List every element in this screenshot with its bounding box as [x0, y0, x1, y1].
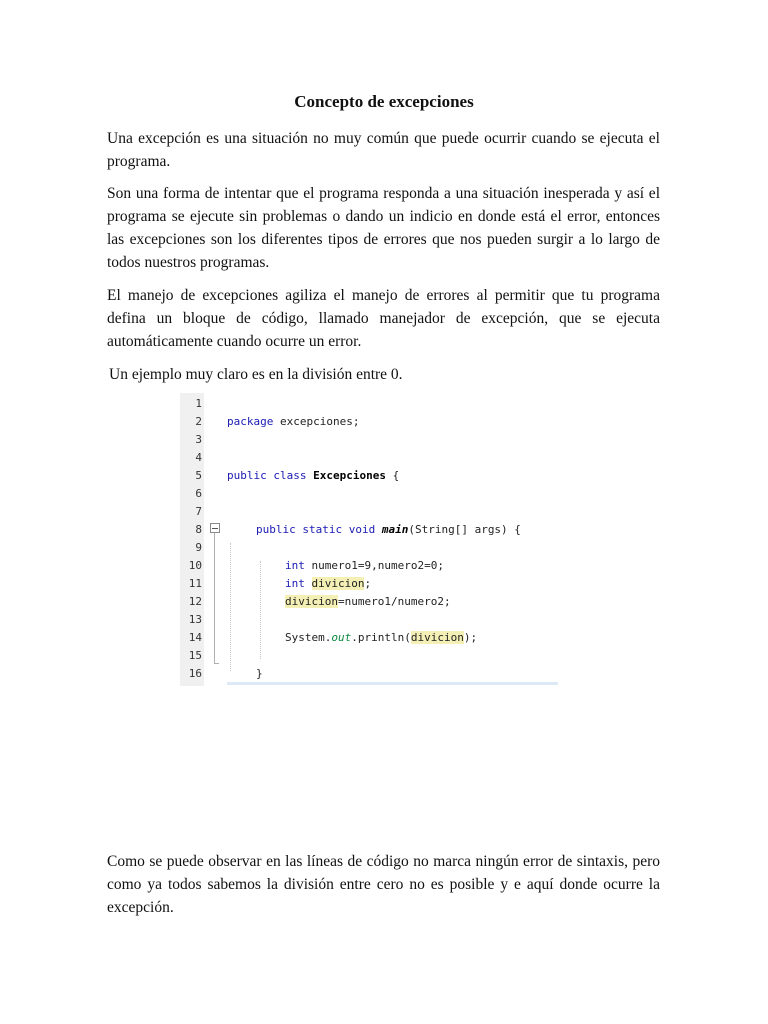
code-text: (String[] args) { [408, 523, 521, 536]
code-keyword: public static void [256, 523, 376, 536]
line-number: 4 [195, 451, 202, 464]
code-text: } [256, 667, 263, 680]
line-number: 11 [188, 577, 202, 590]
editor-bottom-edge [227, 682, 558, 685]
line-number: 2 [195, 415, 202, 428]
code-line-16 [256, 665, 263, 683]
code-text: excepciones; [273, 415, 360, 428]
code-highlighted-variable: divicion [285, 595, 338, 608]
line-number: 15 [188, 649, 202, 662]
paragraph-definition: Una excepción es una situación no muy común que puede ocurrir cuando se ejecuta el programa. [107, 130, 660, 170]
code-text [375, 523, 382, 536]
code-keyword: int [285, 577, 305, 590]
paragraph-conclusion: Como se puede observar en las líneas de código no marca ningún error de sintaxis, pero como ya todos sabemos la división entre cero no es posible y e aquí donde ocurre la excepción. [107, 853, 660, 916]
code-line-5 [227, 467, 399, 485]
line-number: 16 [188, 667, 202, 680]
code-class-name: Excepciones [313, 469, 386, 482]
line-number-gutter [180, 393, 205, 686]
code-line-2 [227, 413, 359, 431]
paragraph-example-intro: Un ejemplo muy claro es en la división entre 0. [109, 366, 403, 383]
indent-guide [260, 561, 261, 659]
code-text: =numero1/numero2; [337, 595, 451, 608]
code-line-10 [285, 557, 444, 575]
fold-guide-line [214, 533, 215, 663]
indent-guide [230, 543, 231, 671]
line-number: 3 [195, 433, 202, 446]
document-title: Concepto de excepciones [294, 92, 474, 111]
code-text: System. [285, 631, 332, 644]
code-text [305, 577, 312, 590]
line-number: 12 [188, 595, 202, 608]
code-text: ; [364, 577, 372, 590]
line-number: 8 [195, 523, 202, 536]
code-static-field: out [331, 631, 352, 644]
collapse-icon[interactable] [210, 523, 220, 533]
line-number: 1 [195, 397, 202, 410]
code-line-14 [285, 629, 477, 647]
paragraph-purpose: Son una forma de intentar que el programa responda a una situación inesperada y así el programa se ejecute sin problemas o dando un indicio en donde está el error, entonces las excepciones son los diferentes tipos de errores que nos pueden surgir a lo largo de todos nuestros programas. [107, 185, 660, 271]
code-keyword: int [285, 559, 305, 572]
fold-column [204, 393, 220, 686]
line-number: 5 [195, 469, 202, 482]
code-highlighted-variable: divicion [410, 631, 464, 644]
code-line-8 [256, 521, 521, 539]
code-text: numero1=9,numero2=0; [304, 559, 444, 572]
code-keyword: public class [227, 469, 307, 482]
line-number: 9 [195, 541, 202, 554]
code-text: ); [463, 631, 478, 644]
paragraph-handling: El manejo de excepciones agiliza el manejo de errores al permitir que tu programa defina un bloque de código, llamado manejador de excepción, que se ejecuta automáticamente cuando ocurre un error. [107, 287, 660, 350]
line-number: 6 [195, 487, 202, 500]
code-keyword: package [227, 415, 274, 428]
code-method-name: main [381, 523, 409, 536]
line-number: 7 [195, 505, 202, 518]
code-highlighted-variable: divicion [311, 577, 365, 590]
code-line-11 [285, 575, 371, 593]
line-number: 13 [188, 613, 202, 626]
fold-end-marker [214, 663, 219, 664]
code-line-12 [285, 593, 451, 611]
line-number: 10 [188, 559, 202, 572]
code-text: .println( [351, 631, 411, 644]
code-screenshot [180, 393, 558, 686]
line-number: 14 [188, 631, 202, 644]
code-text: { [385, 469, 400, 482]
